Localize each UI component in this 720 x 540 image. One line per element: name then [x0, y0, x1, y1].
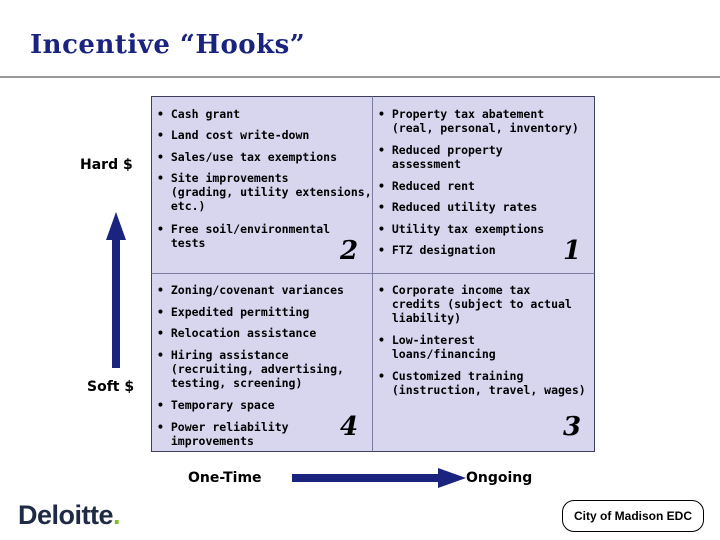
q3-item: • Corporate income tax credits (subject to actual liability) — [378, 283, 572, 325]
deloitte-logo: Deloitte. — [18, 500, 121, 530]
q2-item: • Land cost write-down — [157, 128, 310, 142]
page-title: Incentive “Hooks” — [30, 30, 306, 60]
quadrant-2-number: 2 — [340, 236, 359, 266]
vertical-arrow — [106, 212, 126, 368]
ongoing-label: Ongoing — [466, 470, 533, 486]
q1-item: • Utility tax exemptions — [378, 222, 545, 236]
one-time-label: One-Time — [188, 470, 262, 486]
q4-item: • Power reliability improvements — [157, 420, 289, 448]
city-badge: City of Madison EDC — [562, 500, 704, 532]
q3-item: • Customized training (instruction, travel, wages) — [378, 369, 586, 397]
q4-item: • Expedited permitting — [157, 305, 310, 319]
q1-item: • Reduced property assessment — [378, 143, 503, 171]
q4-item: • Temporary space — [157, 398, 275, 412]
q2-item: • Sales/use tax exemptions — [157, 150, 338, 164]
hard-dollar-label: Hard $ — [80, 157, 133, 173]
quadrant-3-number: 3 — [563, 412, 582, 442]
horizontal-arrow — [292, 468, 466, 488]
q4-item: • Zoning/covenant variances — [157, 283, 344, 297]
q1-item: • Reduced utility rates — [378, 200, 538, 214]
q3-item: • Low-interest loans/financing — [378, 333, 496, 361]
q2-item: • Site improvements (grading, utility extensions, etc.) — [157, 171, 372, 213]
q2-item: • Cash grant — [157, 107, 241, 121]
quadrant-4-number: 4 — [340, 412, 359, 442]
soft-dollar-label: Soft $ — [87, 379, 135, 395]
quadrant-1-number: 1 — [563, 236, 582, 266]
q4-item: • Relocation assistance — [157, 326, 317, 340]
q1-item: • Property tax abatement (real, personal, inventory) — [378, 107, 579, 135]
q4-item: • Hiring assistance (recruiting, advertising, testing, screening) — [157, 348, 344, 390]
q1-item: • FTZ designation — [378, 243, 496, 257]
q2-item: • Free soil/environmental tests — [157, 222, 331, 250]
q1-item: • Reduced rent — [378, 179, 475, 193]
